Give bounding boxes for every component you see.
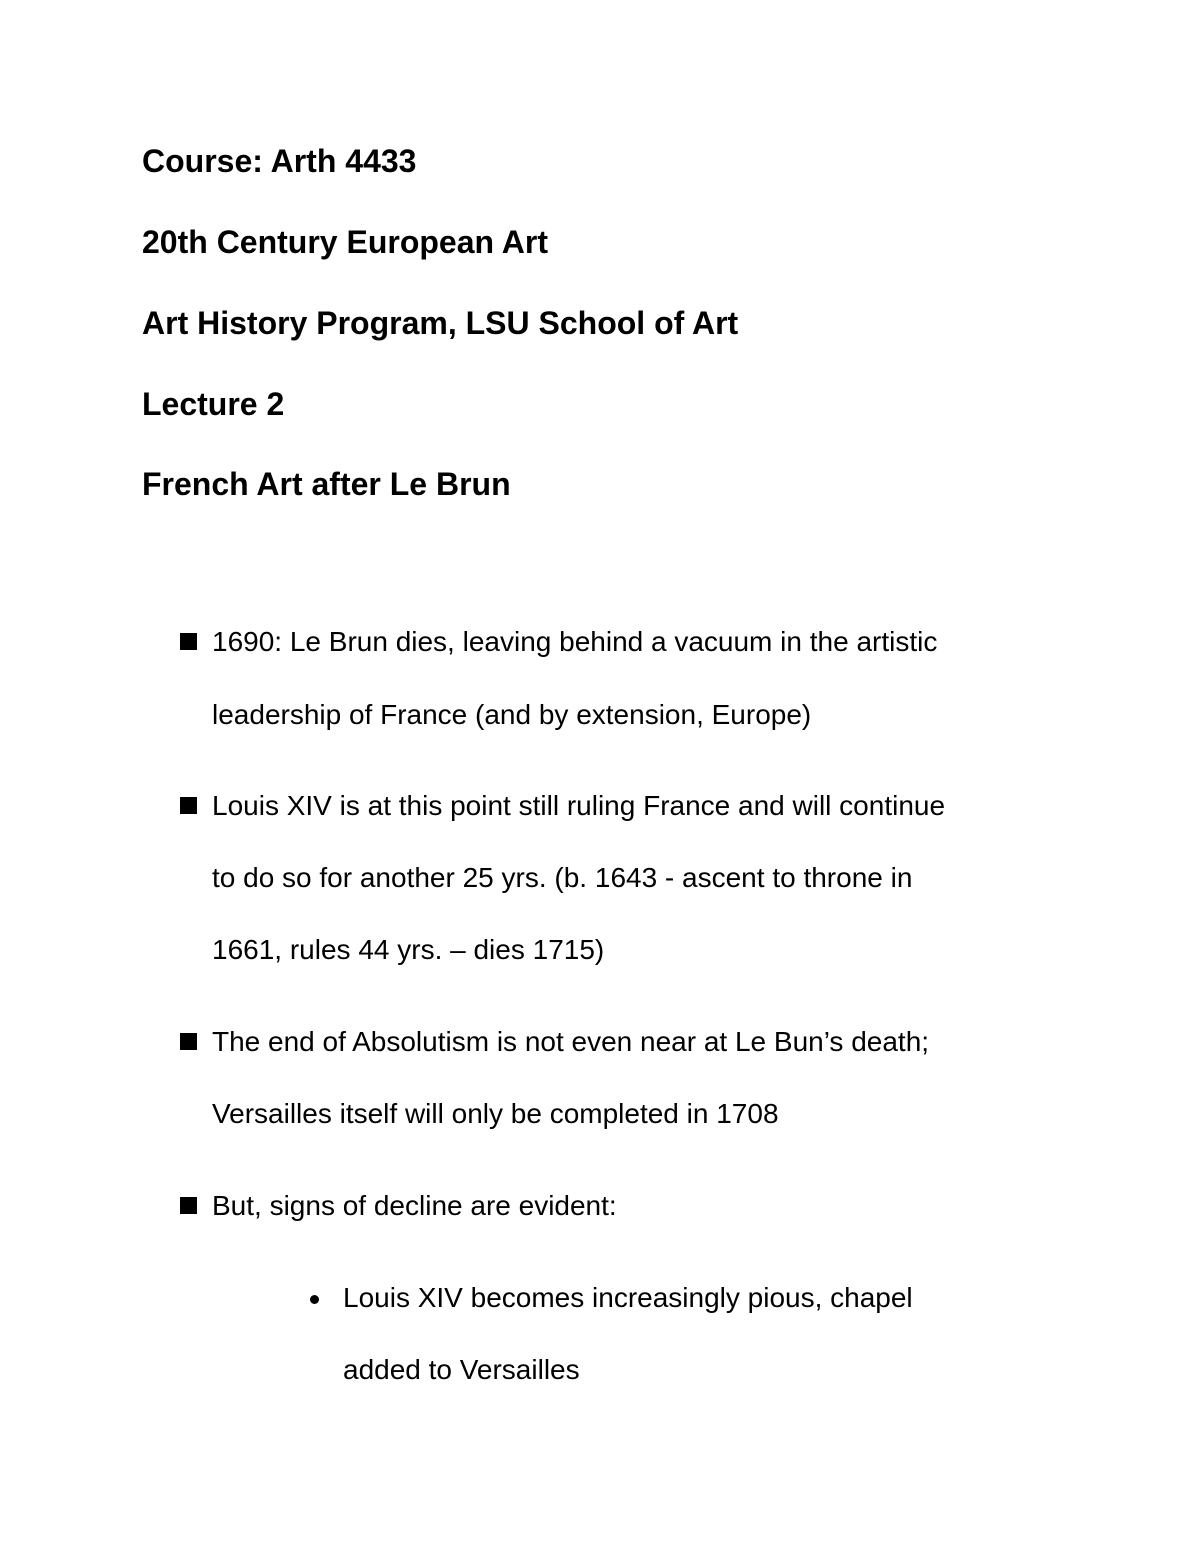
lecture-heading: Lecture 2 [142, 386, 285, 422]
bullet-text-line: 1690: Le Brun dies, leaving behind a vacuum in the artistic [212, 626, 938, 657]
course-heading: Course: Arth 4433 [142, 143, 417, 179]
bullet-text-line: Versailles itself will only be completed in 1708 [212, 1098, 779, 1129]
bullet-text-line: 1661, rules 44 yrs. – dies 1715) [212, 934, 605, 965]
bullet-text-line: leadership of France (and by extension, Europe) [212, 699, 812, 730]
sub-bullet-text-line: added to Versailles [343, 1354, 580, 1385]
square-bullet-icon [180, 797, 197, 814]
topic-heading: French Art after Le Brun [142, 466, 511, 502]
bullet-text-line: But, signs of decline are evident: [212, 1190, 617, 1221]
program-heading: Art History Program, LSU School of Art [142, 305, 739, 341]
square-bullet-icon [180, 633, 197, 650]
sub-bullet-text-line: Louis XIV becomes increasingly pious, chapel [343, 1282, 913, 1313]
course-title-heading: 20th Century European Art [142, 224, 548, 260]
square-bullet-icon [180, 1197, 197, 1214]
bullet-text-line: Louis XIV is at this point still ruling France and will continue [212, 790, 946, 821]
dot-bullet-icon [310, 1295, 319, 1304]
bullet-text-line: The end of Absolutism is not even near at Le Bun’s death; [212, 1026, 930, 1057]
bullet-text-line: to do so for another 25 yrs. (b. 1643 - ascent to throne in [212, 862, 913, 893]
square-bullet-icon [180, 1033, 197, 1050]
